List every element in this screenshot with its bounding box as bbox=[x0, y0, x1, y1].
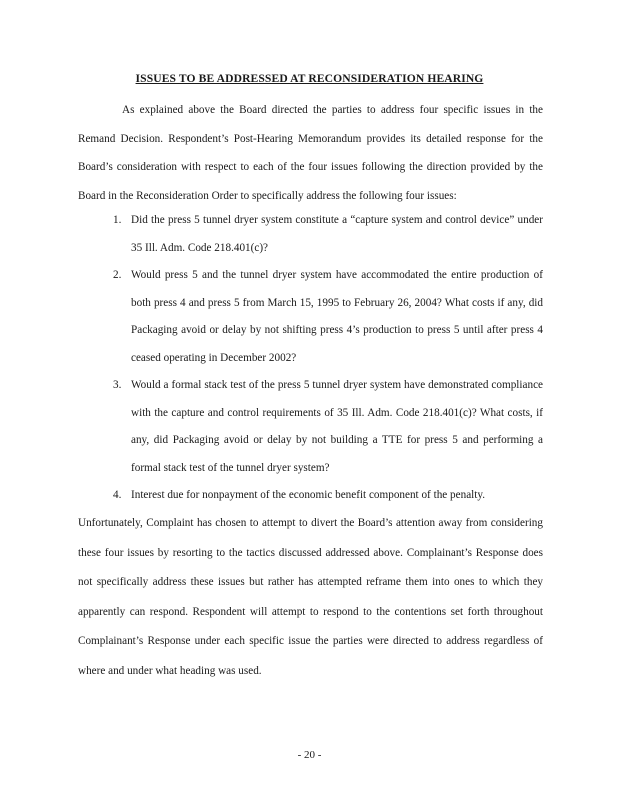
closing-paragraph-text: Unfortunately, Complaint has chosen to attempt to divert the Board’s attention away from considering these four issues by resorting to the tactics discussed addressed above. Complainant’s Response does not specifically address these issues but rather has attempted reframe them into ones to which they apparently can respond. Respondent will attempt to respond to the contentions set forth throughout Complainant’s Response under each specific issue the parties were directed to address regardless of where and under what heading was used. bbox=[78, 517, 543, 677]
issue-text: Would a formal stack test of the press 5 tunnel dryer system have demonstrated compliance with the capture and control requirements of 35 Ill. Adm. Code 218.401(c)? What costs, if any, did Packaging avoid or delay by not building a TTE for press 5 and performing a formal stack test of the tunnel dryer system? bbox=[131, 379, 543, 474]
issue-text: Would press 5 and the tunnel dryer system have accommodated the entire production of both press 4 and press 5 from March 15, 1995 to February 26, 2004? What costs if any, did Packaging avoid or delay by not shifting press 4’s production to press 5 until after press 4 ceased operating in December 2002? bbox=[131, 269, 543, 364]
closing-paragraph bbox=[78, 509, 543, 687]
intro-paragraph bbox=[78, 96, 543, 210]
list-item bbox=[113, 207, 543, 262]
issue-number: 1. bbox=[113, 214, 122, 226]
section-heading: ISSUES TO BE ADDRESSED AT RECONSIDERATION HEARING bbox=[135, 72, 484, 85]
issue-text: Interest due for nonpayment of the economic benefit component of the penalty. bbox=[131, 489, 486, 501]
intro-paragraph-text: As explained above the Board directed the parties to address four specific issues in the Remand Decision. Respondent’s Post-Hearing Memorandum provides its detailed response for the Board’s consideration with respect to each of the four issues following the direction provided by the Board in the Reconsideration Order to specifically address the following four issues: bbox=[78, 104, 543, 202]
issue-number: 4. bbox=[113, 489, 122, 501]
issues-list bbox=[113, 207, 543, 510]
list-item bbox=[113, 372, 543, 482]
issue-number: 3. bbox=[113, 379, 122, 391]
page-number: - 20 - bbox=[297, 749, 322, 761]
issue-number: 2. bbox=[113, 269, 122, 281]
list-item bbox=[113, 482, 543, 510]
issue-text: Did the press 5 tunnel dryer system constitute a “capture system and control device” under 35 Ill. Adm. Code 218.401(c)? bbox=[131, 214, 543, 254]
list-item bbox=[113, 262, 543, 372]
